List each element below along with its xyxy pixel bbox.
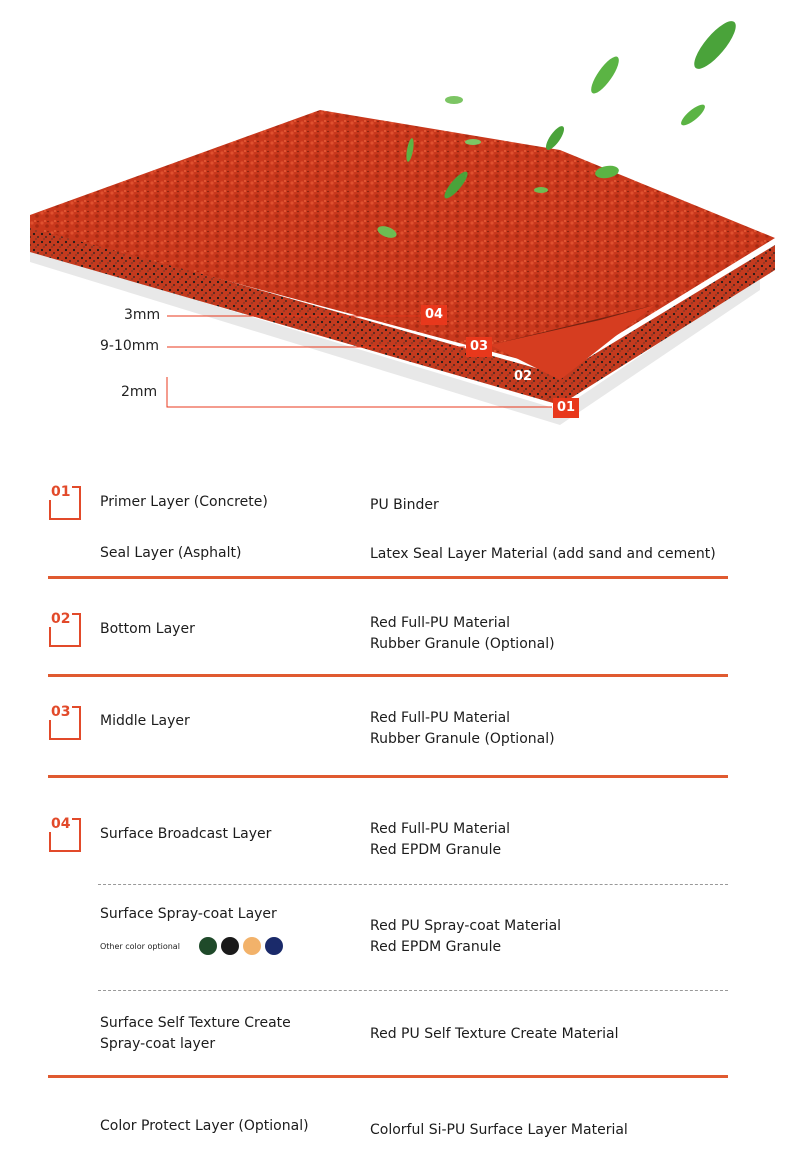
layer-material: Colorful Si-PU Surface Layer Material [370,1122,628,1138]
layer-tag-01: 01 [553,398,579,418]
layer-tag-02: 02 [514,369,533,384]
leaf-icon [678,102,707,129]
divider [48,576,728,579]
layer-material: Latex Seal Layer Material (add sand and cement) [370,546,716,562]
badge-02: 02 [49,613,81,647]
layer-tag-03: 03 [466,337,492,357]
divider [48,775,728,778]
layer-name: Middle Layer [100,713,190,729]
layer-tag-04: 04 [421,305,447,325]
layer-material: Red EPDM Granule [370,842,502,858]
layer-material: Red PU Self Texture Create Material [370,1026,619,1042]
layer-material: Red Full-PU Material [370,710,511,726]
badge-03: 03 [49,706,81,740]
layer-name: Spray-coat layer [100,1036,216,1052]
dimension-middle: 9-10mm [100,338,160,354]
dimension-top: 3mm [124,307,161,323]
divider [48,674,728,677]
leaf-icon [587,53,624,97]
layer-material: Rubber Granule (Optional) [370,731,555,747]
track-layers-illustration [0,0,807,440]
color-swatch-orange [243,937,261,955]
layer-name: Surface Broadcast Layer [100,826,272,842]
dashed-divider [98,990,728,991]
badge-04: 04 [49,818,81,852]
layer-name: Surface Self Texture Create [100,1015,291,1031]
layer-name: Color Protect Layer (Optional) [100,1118,309,1134]
layer-name: Bottom Layer [100,621,195,637]
layer-material: PU Binder [370,497,439,513]
leaf-icon [465,139,481,145]
leaf-icon [445,96,463,104]
badge-01: 01 [49,486,81,520]
layer-material: Red Full-PU Material [370,615,511,631]
leaf-icon [688,16,742,75]
dimension-bottom: 2mm [121,384,158,400]
color-swatch-navy [265,937,283,955]
dashed-divider [98,884,728,885]
color-option-note: Other color optional [100,942,180,951]
color-swatch-black [221,937,239,955]
layer-name: Seal Layer (Asphalt) [100,545,242,561]
layer-name: Primer Layer (Concrete) [100,494,268,510]
color-swatch-green [199,937,217,955]
layer-material: Red EPDM Granule [370,939,502,955]
layer-name: Surface Spray-coat Layer [100,906,277,922]
layer-material: Rubber Granule (Optional) [370,636,555,652]
divider [48,1075,728,1078]
leaf-icon [534,187,548,193]
layer-material: Red Full-PU Material [370,821,511,837]
layer-material: Red PU Spray-coat Material [370,918,562,934]
leaf-icon [543,124,567,153]
